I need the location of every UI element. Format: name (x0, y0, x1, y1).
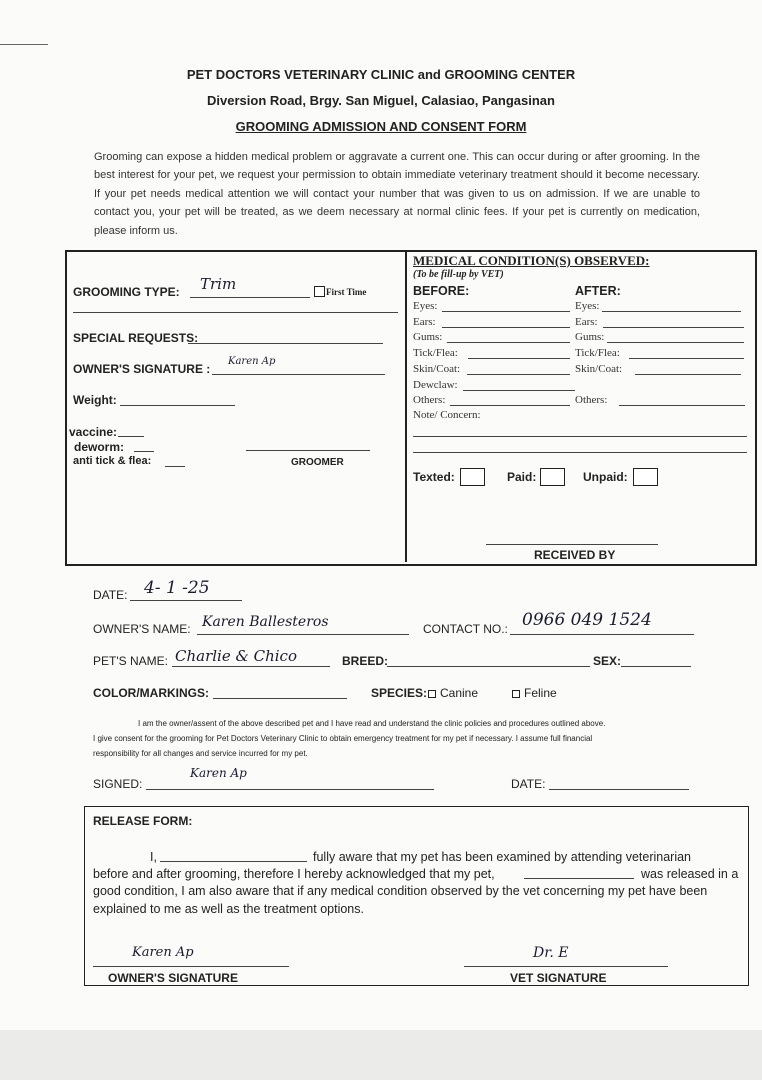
grooming-type-value: Trim (200, 275, 237, 293)
release-line-3: good condition, I am also aware that if any medical condition observed by the vet concerning my pet have been (93, 884, 708, 898)
intro-paragraph: Grooming can expose a hidden medical problem or aggravate a current one. This can occur during or after grooming. In the best interest for your pet, we request your permission to obtain immediate veterinary treatment should it become necessary. If your pet needs medical attention we will contact your number that was given to us on admission. If we are unable to contact you, your pet will be treated, as we deem necessary at normal clinic fees. If your pet is currently on medication, please inform us. (94, 151, 700, 237)
groomer-label: GROOMER (291, 457, 344, 468)
release-owner-signature-value: Karen Ap (132, 945, 194, 960)
date-value: 4- 1 -25 (144, 578, 210, 598)
feline-label: Feline (524, 686, 557, 700)
contact-value: 0966 049 1524 (522, 610, 652, 630)
before-item-field[interactable] (463, 390, 575, 391)
before-item-label: Gums: (413, 331, 443, 343)
note-line-1[interactable] (413, 436, 747, 437)
before-item-field[interactable] (442, 311, 570, 312)
first-time-label: First Time (326, 287, 367, 297)
received-by-label: RECEIVED BY (534, 548, 616, 562)
before-item-label: Eyes: (413, 300, 438, 312)
release-line-2-start: before and after grooming, therefore I hereby acknowledged that my pet, (93, 867, 495, 881)
signed-label: SIGNED: (93, 777, 143, 791)
scan-shadow (0, 1030, 762, 1080)
note-line-2[interactable] (413, 452, 747, 453)
before-item-field[interactable] (468, 358, 570, 359)
vaccine-label: vaccine: (69, 425, 118, 439)
contact-field[interactable] (510, 634, 694, 635)
sex-label: SEX: (593, 654, 622, 668)
groomer-signature-line[interactable] (246, 450, 370, 451)
antitick-label: anti tick & flea: (73, 455, 152, 467)
after-item-field[interactable] (619, 405, 745, 406)
after-item-label: Ears: (575, 316, 598, 328)
release-line-1-start: I, (150, 850, 157, 864)
box-divider (405, 252, 407, 562)
pet-name-field[interactable] (172, 666, 330, 667)
consent-line-1: I am the owner/assent of the above described pet and I have read and understand the clinic policies and procedures outlined above. (138, 719, 606, 728)
release-pet-field[interactable] (524, 878, 634, 879)
breed-label: BREED: (342, 654, 389, 668)
before-label: BEFORE: (413, 284, 470, 298)
before-item-label: Dewclaw: (413, 379, 458, 391)
signed-value: Karen Ap (190, 766, 247, 780)
clinic-address: Diversion Road, Brgy. San Miguel, Calasiao, Pangasinan (207, 93, 555, 108)
pet-name-value: Charlie & Chico (175, 647, 297, 665)
pet-name-label: PET'S NAME: (93, 654, 168, 668)
texted-checkbox[interactable] (460, 468, 485, 486)
grooming-extra-line[interactable] (73, 312, 398, 313)
before-item-label: Tick/Flea: (413, 347, 458, 359)
owner-name-field[interactable] (197, 634, 409, 635)
date-label: DATE: (93, 588, 128, 602)
vet-signature-line[interactable] (464, 966, 668, 967)
after-item-field[interactable] (603, 327, 744, 328)
release-line-2-end: was released in a (641, 867, 739, 881)
owner-signature-label: OWNER'S SIGNATURE : (73, 362, 211, 376)
owner-signature-field[interactable] (212, 374, 385, 375)
paid-label: Paid: (507, 470, 537, 484)
owner-signature-value: Karen Ap (228, 356, 276, 367)
contact-label: CONTACT NO.: (423, 622, 508, 636)
after-item-label: Eyes: (575, 300, 600, 312)
species-label: SPECIES: (371, 686, 428, 700)
release-owner-signature-label: OWNER'S SIGNATURE (108, 971, 238, 985)
weight-label: Weight: (73, 393, 117, 407)
after-item-field[interactable] (635, 374, 741, 375)
consent-date-field[interactable] (549, 789, 689, 790)
after-item-field[interactable] (629, 358, 744, 359)
release-title: RELEASE FORM: (93, 814, 193, 828)
before-item-label: Ears: (413, 316, 436, 328)
canine-label: Canine (440, 686, 479, 700)
release-line-1-end: fully aware that my pet has been examined by attending veterinarian (313, 850, 692, 864)
owner-name-label: OWNER'S NAME: (93, 622, 191, 636)
after-item-label: Others: (575, 394, 608, 406)
owner-name-value: Karen Ballesteros (202, 614, 329, 630)
special-requests-field[interactable] (188, 343, 383, 344)
before-item-field[interactable] (467, 374, 570, 375)
release-name-field[interactable] (160, 861, 307, 862)
grooming-type-label: GROOMING TYPE: (73, 285, 180, 299)
consent-line-2: I give consent for the grooming for Pet Doctors Veterinary Clinic to obtain emergency treatment for my pet if necessary. I assume full financial (93, 734, 593, 743)
form-title: GROOMING ADMISSION AND CONSENT FORM (235, 119, 527, 134)
release-line-4: explained to me as well as the treatment options. (93, 902, 364, 916)
signed-field[interactable] (146, 789, 434, 790)
weight-field[interactable] (120, 405, 235, 406)
antitick-field[interactable] (165, 466, 185, 467)
texted-label: Texted: (413, 470, 455, 484)
before-item-label: Others: (413, 394, 446, 406)
clinic-name: PET DOCTORS VETERINARY CLINIC and GROOMING CENTER (186, 67, 576, 82)
received-by-line[interactable] (486, 544, 658, 545)
color-markings-label: COLOR/MARKINGS: (93, 686, 209, 700)
after-item-field[interactable] (607, 342, 744, 343)
before-item-field[interactable] (442, 327, 570, 328)
after-item-field[interactable] (602, 311, 741, 312)
consent-date-label: DATE: (511, 777, 546, 791)
before-item-label: Skin/Coat: (413, 363, 461, 375)
note-concern-label: Note/ Concern: (413, 409, 481, 421)
sex-field[interactable] (621, 666, 691, 667)
before-item-field[interactable] (447, 342, 570, 343)
medical-title: MEDICAL CONDITION(S) OBSERVED: (413, 253, 650, 268)
first-time-checkbox[interactable] (314, 286, 325, 297)
release-owner-signature-line[interactable] (93, 966, 289, 967)
medical-subtitle: (To be fill-up by VET) (413, 269, 504, 280)
after-item-label: Gums: (575, 331, 605, 343)
date-field[interactable] (130, 600, 242, 601)
scan-mark (0, 44, 48, 45)
unpaid-checkbox[interactable] (633, 468, 658, 486)
canine-checkbox[interactable] (428, 690, 436, 698)
unpaid-label: Unpaid: (583, 470, 628, 484)
vet-signature-value: Dr. E (533, 945, 569, 961)
after-item-label: Tick/Flea: (575, 347, 620, 359)
breed-field[interactable] (387, 666, 590, 667)
vaccine-field[interactable] (118, 436, 144, 437)
consent-line-3: responsibility for all changes and service incurred for my pet. (93, 749, 308, 758)
after-item-label: Skin/Coat: (575, 363, 623, 375)
deworm-label: deworm: (74, 440, 125, 454)
vet-signature-label: VET SIGNATURE (510, 971, 607, 985)
paid-checkbox[interactable] (540, 468, 565, 486)
after-label: AFTER: (575, 284, 621, 298)
grooming-type-field[interactable] (190, 297, 310, 298)
before-item-field[interactable] (450, 405, 570, 406)
feline-checkbox[interactable] (512, 690, 520, 698)
color-markings-field[interactable] (213, 698, 347, 699)
deworm-field[interactable] (134, 451, 154, 452)
special-requests-label: SPECIAL REQUESTS: (73, 331, 199, 345)
